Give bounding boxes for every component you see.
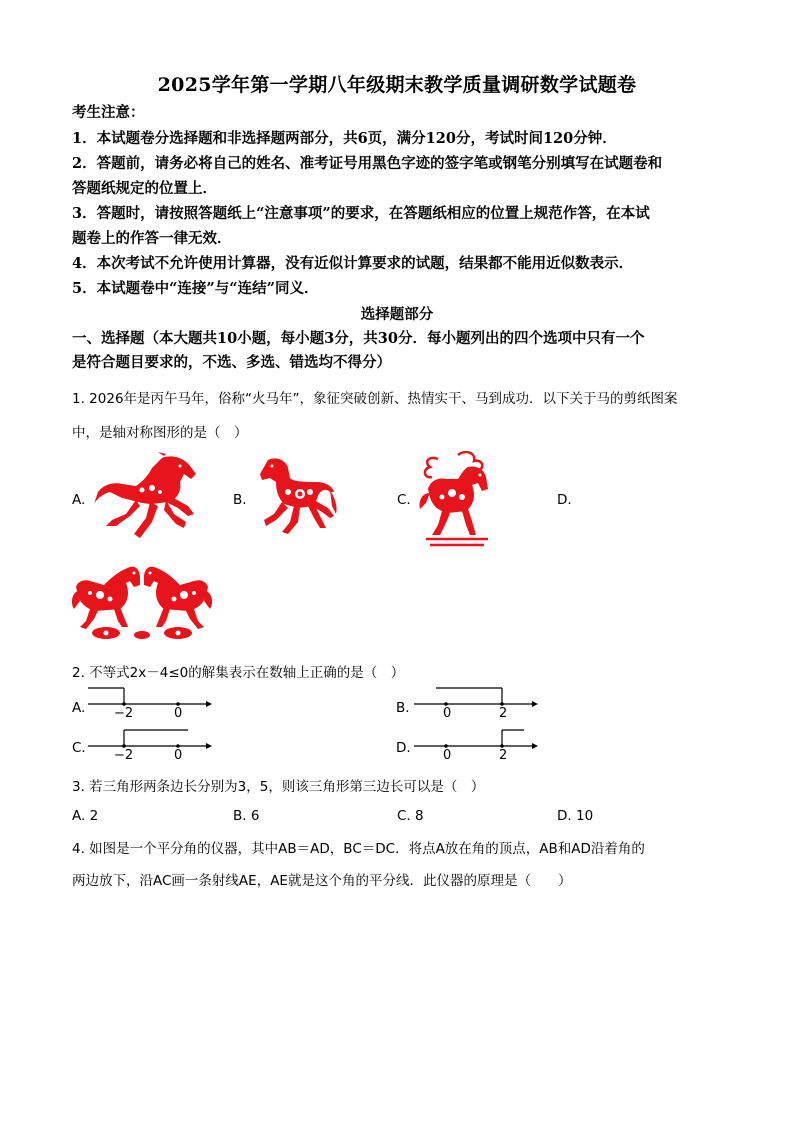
tick-label: 2 — [499, 706, 508, 721]
horse-papercut-d-icon — [70, 563, 214, 641]
q1-option-d-label: D. — [557, 492, 572, 508]
tick-label: 2 — [499, 748, 508, 763]
tick-label: −2 — [114, 748, 134, 763]
q2-option-d-label: D. — [396, 740, 411, 756]
q2-option-a-label: A. — [72, 700, 86, 716]
part1-heading-cont: 是符合题目要求的，不选、多选、错选均不得分） — [72, 354, 391, 371]
notice-item: 5．本试题卷中“连接”与“连结”同义． — [72, 280, 319, 297]
exam-title: 2025学年第一学期八年级期末教学质量调研数学试题卷 — [157, 74, 637, 96]
q1-stem-cont: 中，是轴对称图形的是（ ） — [72, 425, 248, 441]
tick-label: 0 — [174, 706, 183, 721]
notice-heading: 考生注意： — [72, 104, 145, 121]
q1-option-a-label: A. — [72, 492, 86, 508]
horse-papercut-c-icon — [418, 449, 496, 549]
q2-option-b-label: B. — [396, 700, 410, 716]
horse-papercut-b-icon — [254, 456, 338, 536]
part1-heading: 一、选择题（本大题共10小题，每小题3分，共30分．每小题列出的四个选项中只有一个 — [72, 330, 645, 347]
q2-number-line-d — [414, 726, 538, 764]
q1-option-b-label: B. — [233, 492, 247, 508]
notice-item: 题卷上的作答一律无效． — [72, 230, 232, 247]
q2-number-line-c — [88, 726, 212, 764]
section-title: 选择题部分 — [360, 306, 434, 323]
q4-stem-cont: 两边放下，沿AC画一条射线AE，AE就是这个角的平分线．此仪器的原理是（ ） — [72, 873, 572, 889]
q2-number-line-a — [88, 684, 212, 722]
q2-number-line-b — [414, 684, 538, 722]
horse-papercut-a-icon — [92, 452, 202, 544]
q4-stem: 4. 如图是一个平分角的仪器，其中AB＝AD，BC＝DC．将点A放在角的顶点，AB和AD沿着角的 — [72, 841, 645, 857]
tick-label: −2 — [114, 706, 134, 721]
q3-option-b: B. 6 — [233, 808, 260, 824]
tick-label: 0 — [174, 748, 183, 763]
notice-item: 答题纸规定的位置上． — [72, 180, 217, 197]
tick-label: 0 — [443, 706, 452, 721]
notice-item: 2．答题前，请务必将自己的姓名、准考证号用黑色字迹的签字笔或钢笔分别填写在试题卷和 — [72, 155, 663, 172]
notice-item: 1．本试题卷分选择题和非选择题两部分，共6页，满分120分，考试时间120分钟． — [72, 130, 617, 147]
q3-stem: 3. 若三角形两条边长分别为3，5，则该三角形第三边长可以是（ ） — [72, 779, 485, 795]
q3-option-c: C. 8 — [397, 808, 424, 824]
notice-item: 4．本次考试不允许使用计算器，没有近似计算要求的试题，结果都不能用近似数表示． — [72, 255, 634, 272]
q2-stem: 2. 不等式2x－4≤0的解集表示在数轴上正确的是（ ） — [72, 665, 405, 681]
q3-option-d: D. 10 — [557, 808, 594, 824]
tick-label: 0 — [443, 748, 452, 763]
q1-stem: 1. 2026年是丙午马年，俗称“火马年”，象征突破创新、热情实干、马到成功．以下关于马的剪纸图案 — [72, 391, 678, 407]
q3-option-a: A. 2 — [72, 808, 99, 824]
q1-option-c-label: C. — [397, 492, 411, 508]
notice-item: 3．答题时，请按照答题纸上“注意事项”的要求，在答题纸相应的位置上规范作答，在本试 — [72, 205, 650, 222]
q2-option-c-label: C. — [72, 740, 86, 756]
